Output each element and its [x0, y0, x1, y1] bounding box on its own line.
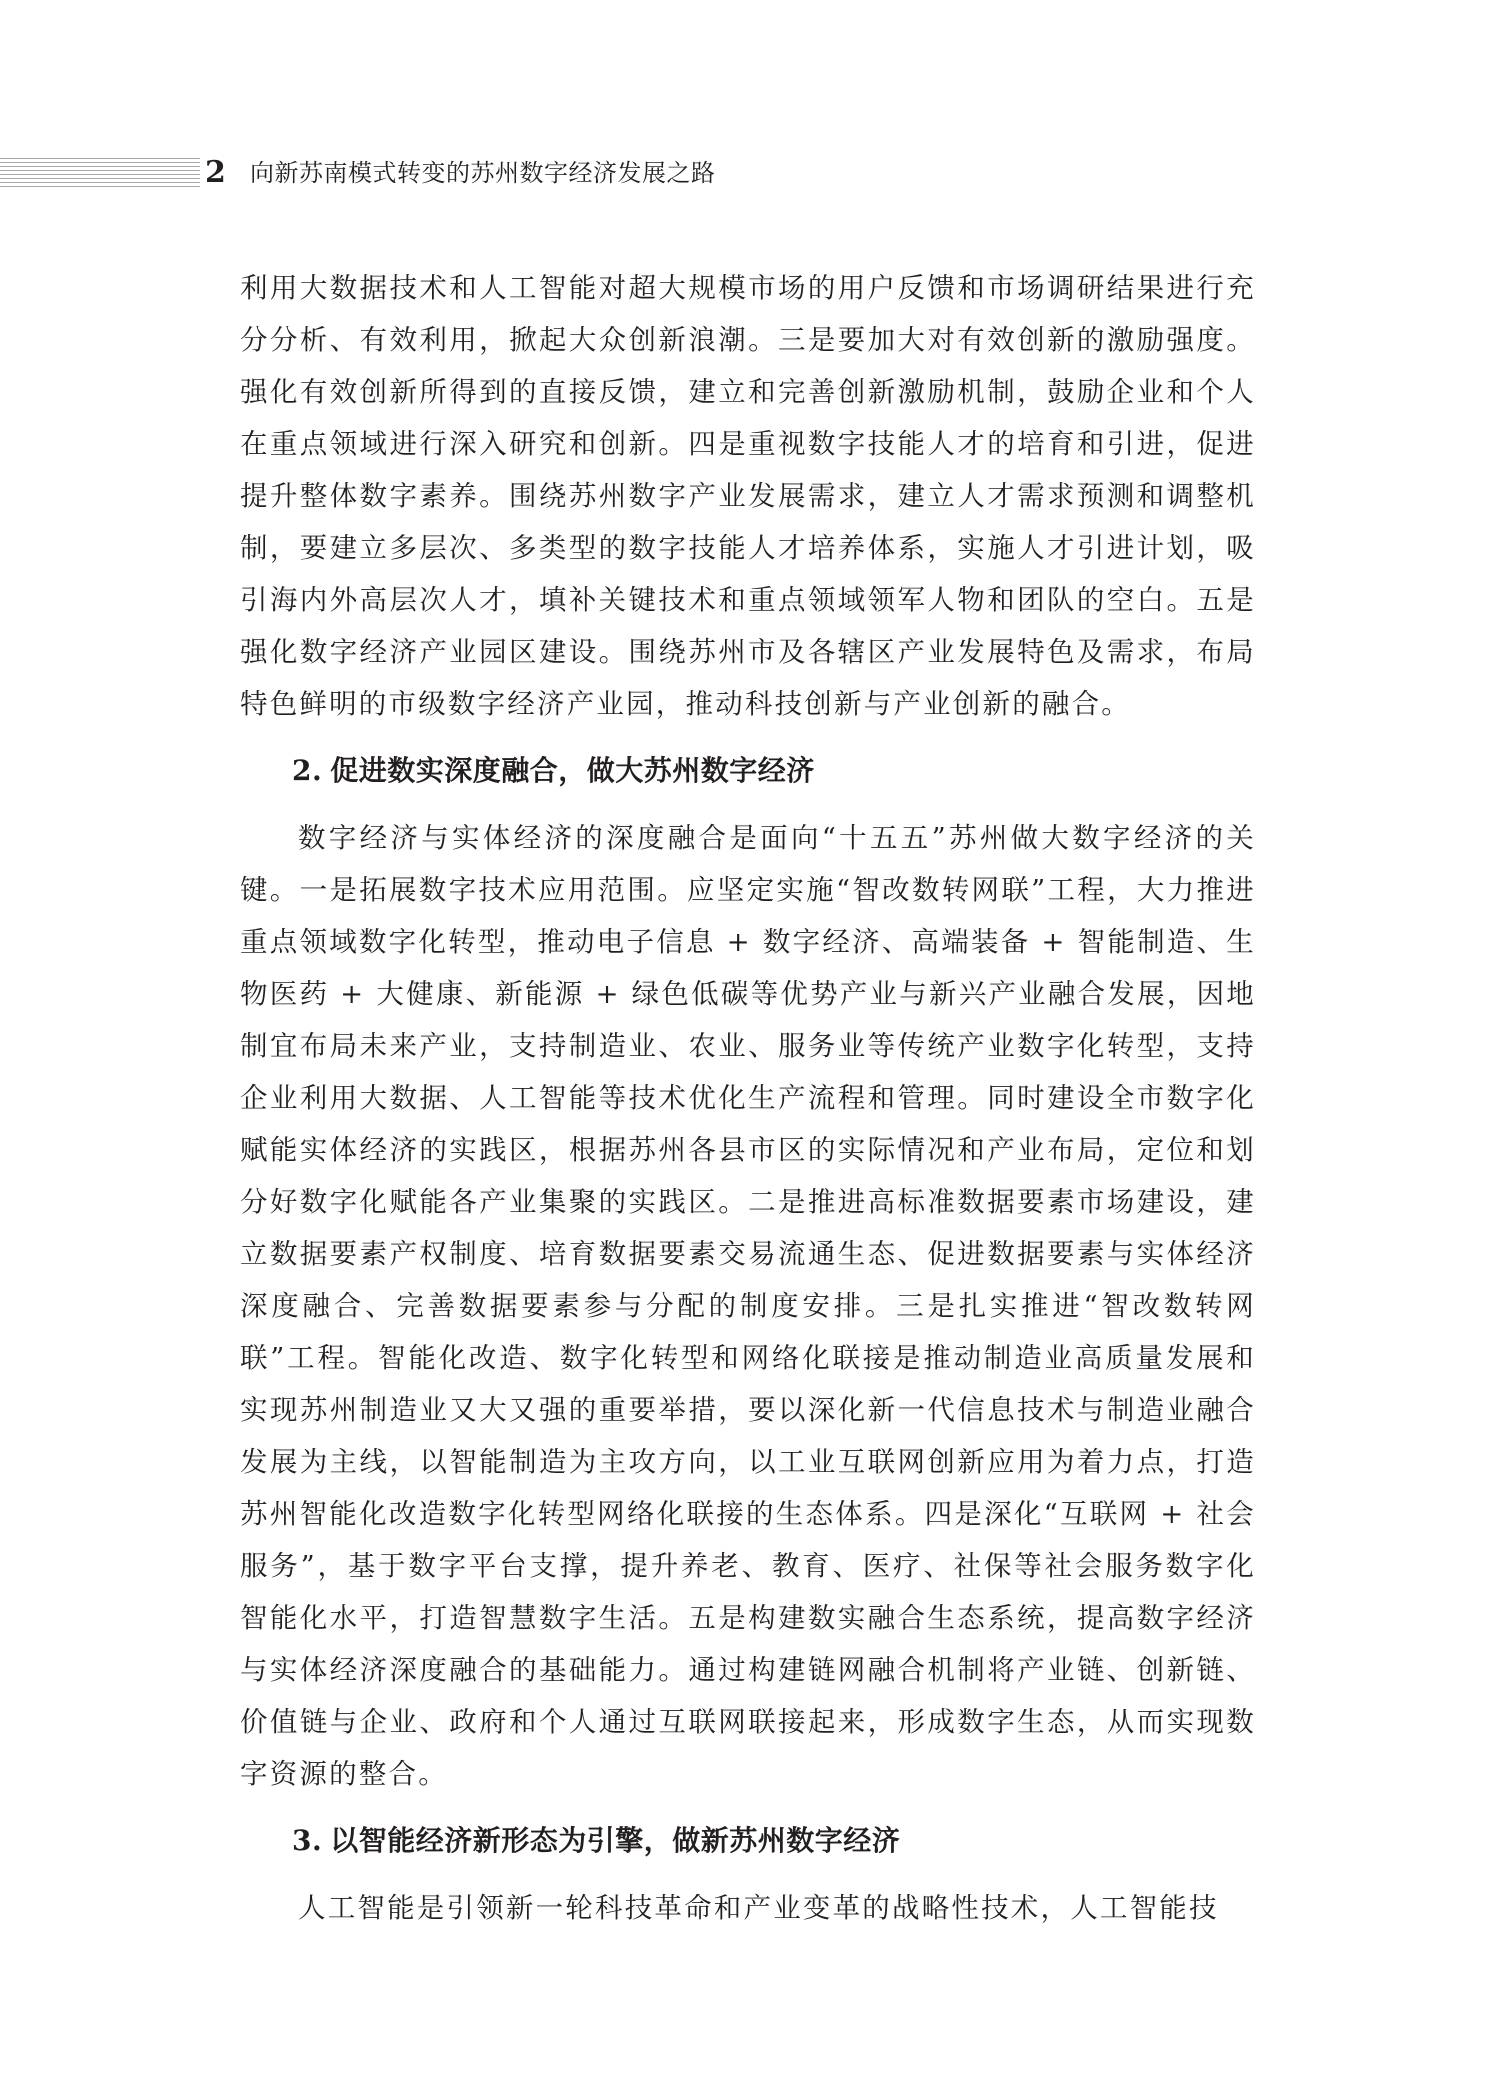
- section-title-3: 以智能经济新形态为引擎，做新苏州数字经济: [330, 1824, 901, 1857]
- body-paragraph-section-3: 人工智能是引领新一轮科技革命和产业变革的战略性技术，人工智能技: [298, 1892, 1219, 1924]
- section-number-2: 2.: [292, 754, 323, 787]
- section-number-3: 3.: [292, 1824, 323, 1857]
- page-number: 2: [205, 155, 226, 190]
- header-decorative-rules: [0, 158, 200, 192]
- body-paragraph-1: 利用大数据技术和人工智能对超大规模市场的用户反馈和市场调研结果进行充分分析、有效利用，掀起大众创新浪潮。三是要加大对有效创新的激励强度。强化有效创新所得到的直接反馈，建立和完善创新激励机制，鼓励企业和个人在重点领域进行深入研究和创新。四是重视数字技能人才的培育和引进，促进提升整体数字素养。围绕苏州数字产业发展需求，建立人才需求预测和调整机制，要建立多层次、多类型的数字技能人才培养体系，实施人才引进计划，吸引海内外高层次人才，填补关键技术和重点领域领军人物和团队的空白。五是强化数字经济产业园区建设。围绕苏州市及各辖区产业发展特色及需求，布局特色鲜明的市级数字经济产业园，推动科技创新与产业创新的融合。: [240, 272, 1256, 720]
- page-body: [240, 262, 1256, 1934]
- running-header: [0, 150, 1503, 200]
- section-title-2: 促进数实深度融合，做大苏州数字经济: [330, 754, 815, 787]
- running-title: 向新苏南模式转变的苏州数字经济发展之路: [250, 159, 716, 187]
- body-paragraph-section-2: 数字经济与实体经济的深度融合是面向“十五五”苏州做大数字经济的关键。一是拓展数字技术应用范围。应坚定实施“智改数转网联”工程，大力推进重点领域数字化转型，推动电子信息 + 数字经济、高端装备 + 智能制造、生物医药 + 大健康、新能源 + 绿色低碳等优势产业与新兴产业融合发展，因地制宜布局未来产业，支持制造业、农业、服务业等传统产业数字化转型，支持企业利用大数据、人工智能等技术优化生产流程和管理。同时建设全市数字化赋能实体经济的实践区，根据苏州各县市区的实际情况和产业布局，定位和划分好数字化赋能各产业集聚的实践区。二是推进高标准数据要素市场建设，建立数据要素产权制度、培育数据要素交易流通生态、促进数据要素与实体经济深度融合、完善数据要素参与分配的制度安排。三是扎实推进“智改数转网联”工程。智能化改造、数字化转型和网络化联接是推动制造业高质量发展和实现苏州制造业又大又强的重要举措，要以深化新一代信息技术与制造业融合发展为主线，以智能制造为主攻方向，以工业互联网创新应用为着力点，打造苏州智能化改造数字化转型网络化联接的生态体系。四是深化“互联网 + 社会服务”，基于数字平台支撑，提升养老、教育、医疗、社保等社会服务数字化智能化水平，打造智慧数字生活。五是构建数实融合生态系统，提高数字经济与实体经济深度融合的基础能力。通过构建链网融合机制将产业链、创新链、价值链与企业、政府和个人通过互联网联接起来，形成数字生态，从而实现数字资源的整合。: [240, 822, 1256, 1790]
- section-heading-2: [240, 744, 1256, 798]
- section-heading-3: [240, 1814, 1256, 1868]
